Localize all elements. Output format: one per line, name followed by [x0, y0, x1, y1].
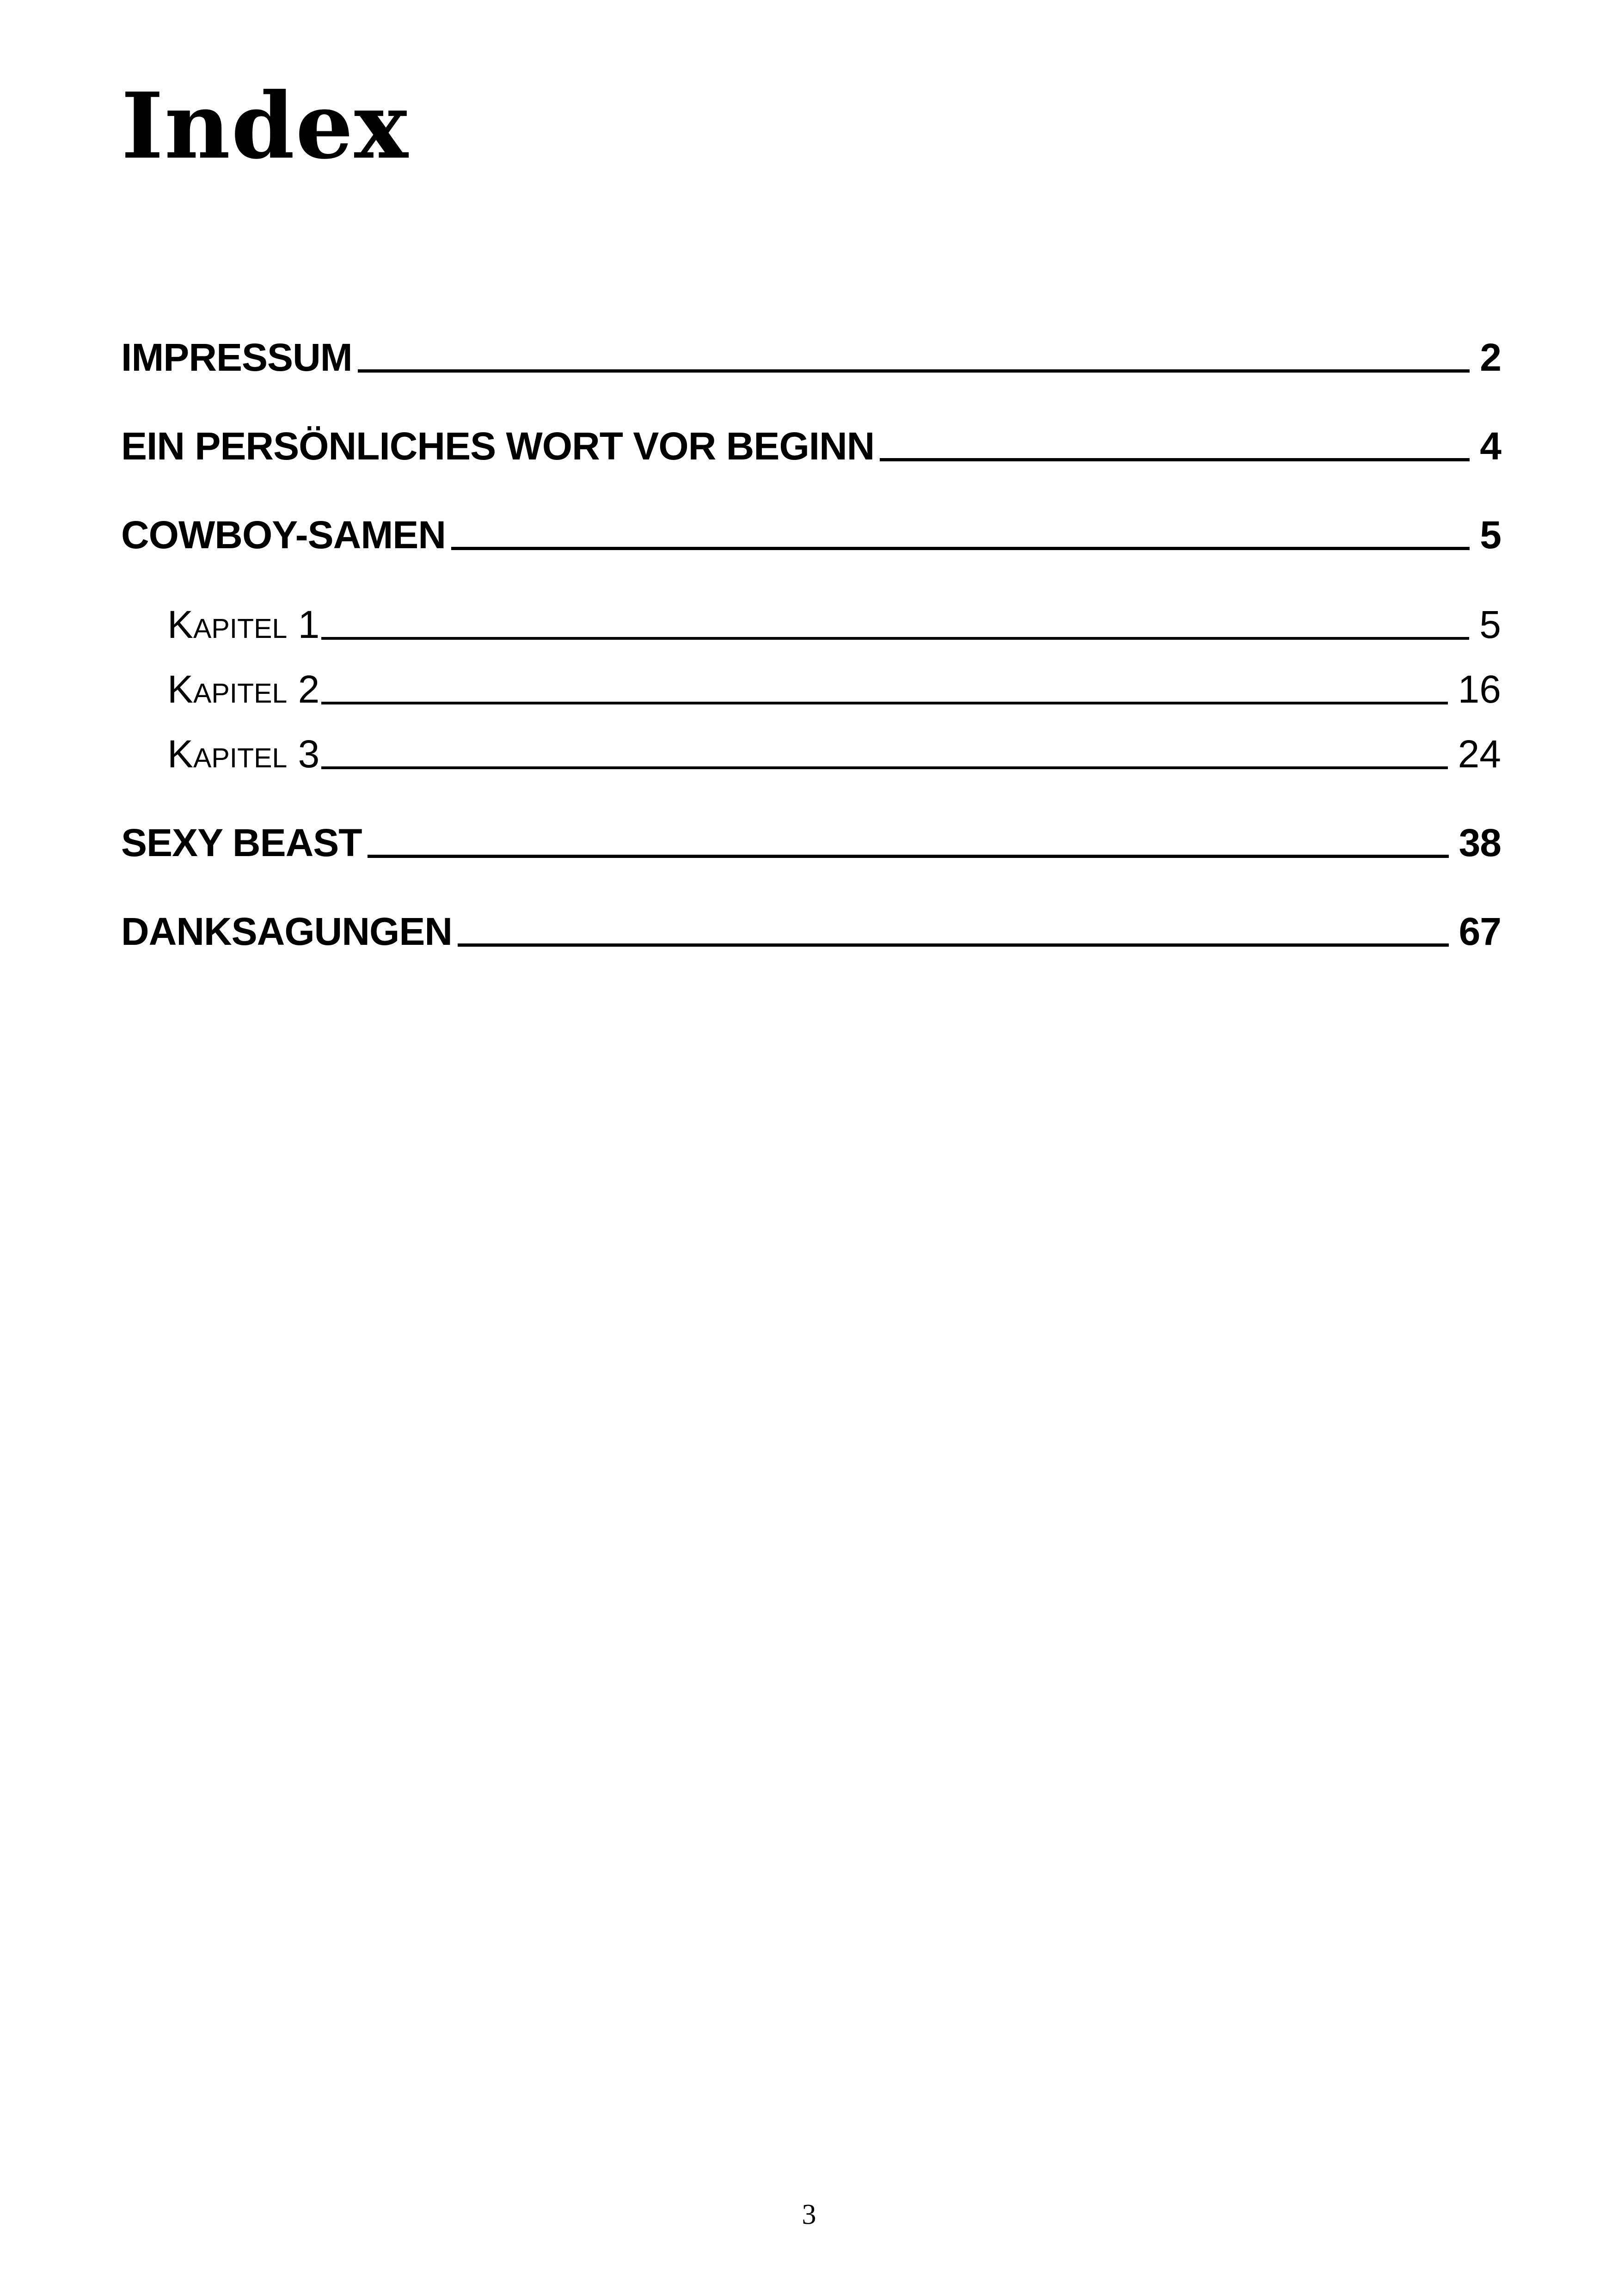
toc-entry-kapitel-2[interactable] [167, 667, 1501, 712]
toc-entry-label: EIN PERSÖNLICHES WORT VOR BEGINN [121, 424, 875, 468]
toc-entry-label: SEXY BEAST [121, 821, 362, 864]
toc-entry-page: 4 [1480, 424, 1501, 468]
toc-entry-page: 24 [1458, 732, 1501, 776]
toc-entry-sexy-beast[interactable] [121, 820, 1501, 865]
toc-leader-line [358, 369, 1470, 373]
toc-entry-label: COWBOY-SAMEN [121, 513, 446, 557]
toc-leader-line [321, 637, 1469, 640]
toc-entry-page: 5 [1480, 513, 1501, 557]
toc-leader-line [321, 766, 1447, 769]
toc-entry-label: DANKSAGUNGEN [121, 910, 453, 953]
toc-entry-label: Kapitel 2 [167, 667, 320, 711]
toc-entry-page: 16 [1458, 667, 1501, 711]
toc-entry-label: Kapitel 3 [167, 732, 320, 776]
toc-entry-kapitel-3[interactable] [167, 732, 1501, 777]
toc-entry-impressum[interactable] [121, 335, 1501, 380]
toc-leader-line [451, 547, 1470, 550]
toc-entry-persoenliches-wort[interactable] [121, 424, 1501, 469]
page-title: Index [121, 73, 409, 179]
toc-entry-page: 67 [1459, 910, 1501, 953]
toc-entry-page: 5 [1479, 603, 1501, 646]
toc-entry-kapitel-1[interactable] [167, 602, 1501, 647]
toc-entry-cowboy-samen[interactable] [121, 513, 1501, 557]
toc-leader-line [368, 855, 1449, 858]
toc-leader-line [321, 702, 1447, 704]
toc-leader-line [458, 943, 1449, 947]
toc-entry-page: 38 [1459, 821, 1501, 864]
toc-leader-line [880, 458, 1470, 461]
page-number: 3 [802, 2199, 816, 2230]
toc-entry-label: Kapitel 1 [167, 603, 320, 646]
toc-entry-danksagungen[interactable] [121, 909, 1501, 954]
toc-entry-label: IMPRESSUM [121, 336, 352, 379]
toc-entry-page: 2 [1480, 336, 1501, 379]
